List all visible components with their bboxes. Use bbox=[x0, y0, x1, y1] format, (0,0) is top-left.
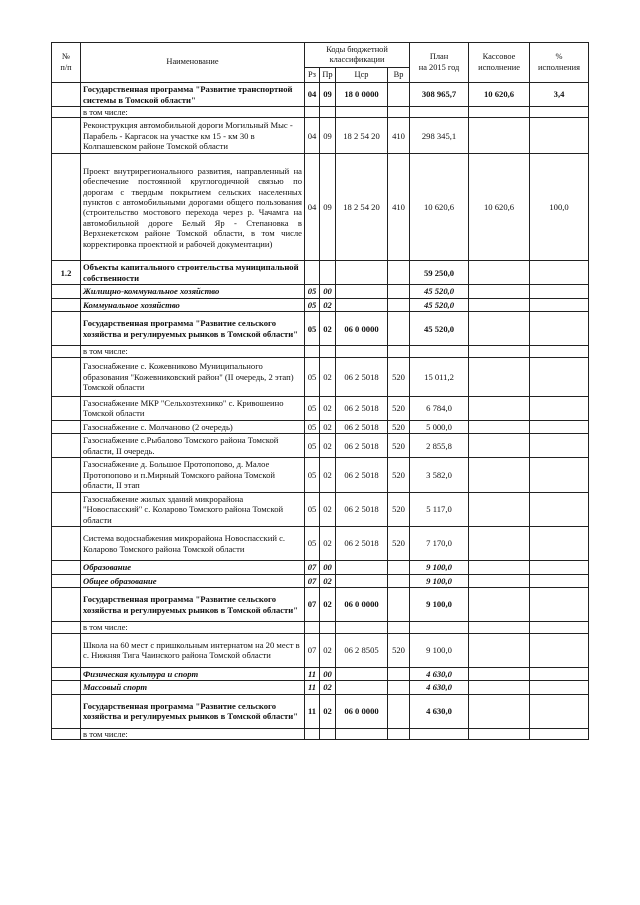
col-vr-header: Вр bbox=[388, 68, 410, 83]
table-row bbox=[52, 107, 589, 118]
row-name: Газоснабжение с.Рыбалово Томского района Томской области, II очередь. bbox=[81, 434, 305, 458]
row-kass bbox=[469, 107, 530, 118]
table-row bbox=[52, 261, 589, 285]
row-vr: 520 bbox=[388, 633, 410, 667]
row-number bbox=[52, 588, 81, 622]
row-number bbox=[52, 285, 81, 298]
table-row bbox=[52, 298, 589, 311]
row-rz: 07 bbox=[305, 561, 320, 574]
row-kass bbox=[469, 458, 530, 492]
row-vr bbox=[388, 728, 410, 739]
row-rz: 05 bbox=[305, 357, 320, 396]
row-pr: 00 bbox=[320, 285, 336, 298]
row-kass bbox=[469, 434, 530, 458]
row-rz bbox=[305, 261, 320, 285]
table-row bbox=[52, 396, 589, 420]
row-pr: 02 bbox=[320, 527, 336, 561]
row-rz: 05 bbox=[305, 312, 320, 346]
row-name: Государственная программа "Развитие сельского хозяйства и регулируемых рынков в Томской области" bbox=[81, 312, 305, 346]
row-rz: 04 bbox=[305, 154, 320, 261]
row-csr bbox=[336, 285, 388, 298]
table-row bbox=[52, 633, 589, 667]
row-number bbox=[52, 633, 81, 667]
table-row bbox=[52, 622, 589, 633]
row-pr: 02 bbox=[320, 681, 336, 694]
row-plan: 4 630,0 bbox=[410, 694, 469, 728]
row-number bbox=[52, 118, 81, 154]
row-kass bbox=[469, 561, 530, 574]
table-row bbox=[52, 588, 589, 622]
row-vr bbox=[388, 312, 410, 346]
row-name: Государственная программа "Развитие сельского хозяйства и регулируемых рынков в Томской области" bbox=[81, 694, 305, 728]
row-plan: 45 520,0 bbox=[410, 285, 469, 298]
row-csr: 06 2 8505 bbox=[336, 633, 388, 667]
row-rz: 05 bbox=[305, 298, 320, 311]
row-pr: 02 bbox=[320, 588, 336, 622]
row-plan: 7 170,0 bbox=[410, 527, 469, 561]
row-pr bbox=[320, 728, 336, 739]
row-name: в том числе: bbox=[81, 622, 305, 633]
row-plan: 6 784,0 bbox=[410, 396, 469, 420]
row-plan: 15 011,2 bbox=[410, 357, 469, 396]
col-csr-header: Цср bbox=[336, 68, 388, 83]
row-plan: 4 630,0 bbox=[410, 681, 469, 694]
row-csr bbox=[336, 346, 388, 357]
table-row bbox=[52, 346, 589, 357]
row-pr: 00 bbox=[320, 667, 336, 680]
row-pct bbox=[530, 588, 589, 622]
row-number bbox=[52, 357, 81, 396]
table-row bbox=[52, 728, 589, 739]
table-row bbox=[52, 154, 589, 261]
row-pct bbox=[530, 667, 589, 680]
row-pct bbox=[530, 728, 589, 739]
col-codes-header: Коды бюджетной классификации bbox=[305, 43, 410, 68]
row-name: Газоснабжение МКР "Сельхозтехнико" с. Кривошеино Томской области bbox=[81, 396, 305, 420]
row-vr bbox=[388, 561, 410, 574]
row-pct bbox=[530, 681, 589, 694]
row-rz: 07 bbox=[305, 633, 320, 667]
row-kass bbox=[469, 298, 530, 311]
row-number bbox=[52, 681, 81, 694]
row-plan: 9 100,0 bbox=[410, 574, 469, 587]
row-kass bbox=[469, 694, 530, 728]
row-pct: 100,0 bbox=[530, 154, 589, 261]
row-csr: 06 0 0000 bbox=[336, 312, 388, 346]
table-row bbox=[52, 681, 589, 694]
table-row bbox=[52, 694, 589, 728]
row-number bbox=[52, 154, 81, 261]
row-vr bbox=[388, 574, 410, 587]
row-number bbox=[52, 574, 81, 587]
row-rz: 11 bbox=[305, 694, 320, 728]
row-plan bbox=[410, 346, 469, 357]
row-number bbox=[52, 298, 81, 311]
row-vr: 520 bbox=[388, 434, 410, 458]
row-rz bbox=[305, 622, 320, 633]
row-number bbox=[52, 667, 81, 680]
row-pr: 02 bbox=[320, 492, 336, 526]
row-csr: 06 0 0000 bbox=[336, 588, 388, 622]
row-pct bbox=[530, 261, 589, 285]
table-row bbox=[52, 667, 589, 680]
row-vr bbox=[388, 261, 410, 285]
col-name-header: Наименование bbox=[81, 43, 305, 83]
row-csr bbox=[336, 107, 388, 118]
row-kass bbox=[469, 261, 530, 285]
row-pr bbox=[320, 261, 336, 285]
row-rz: 07 bbox=[305, 574, 320, 587]
row-pct bbox=[530, 434, 589, 458]
row-name: Государственная программа "Развитие сельского хозяйства и регулируемых рынков в Томской области" bbox=[81, 588, 305, 622]
row-pr: 09 bbox=[320, 118, 336, 154]
row-pct bbox=[530, 694, 589, 728]
row-vr bbox=[388, 667, 410, 680]
row-csr: 06 2 5018 bbox=[336, 396, 388, 420]
row-rz bbox=[305, 346, 320, 357]
row-pr: 02 bbox=[320, 396, 336, 420]
row-csr bbox=[336, 728, 388, 739]
row-pr: 02 bbox=[320, 357, 336, 396]
row-rz: 04 bbox=[305, 83, 320, 107]
row-number bbox=[52, 420, 81, 433]
row-pct bbox=[530, 396, 589, 420]
row-number bbox=[52, 346, 81, 357]
row-pct bbox=[530, 574, 589, 587]
row-plan: 298 345,1 bbox=[410, 118, 469, 154]
row-csr: 06 2 5018 bbox=[336, 420, 388, 433]
row-rz bbox=[305, 728, 320, 739]
row-plan: 59 250,0 bbox=[410, 261, 469, 285]
row-pct bbox=[530, 527, 589, 561]
row-name: Проект внутрирегионального развития, направленный на обеспечение постоянной круглогодичной связью по дорогам с твердым покрытием сельских населенных пунктов с автомобильными дорогами общего пользования (строительство мостового перехода через р. Чачамга на автомобильной дороге Белый Яр - Степановка в Верхнекетском районе Томской области, в том числе корректировка проектной и рабочей документации) bbox=[81, 154, 305, 261]
row-name: Физическая культура и спорт bbox=[81, 667, 305, 680]
row-csr: 18 2 54 20 bbox=[336, 118, 388, 154]
table-row bbox=[52, 420, 589, 433]
table-row bbox=[52, 312, 589, 346]
row-csr: 06 2 5018 bbox=[336, 458, 388, 492]
row-pr: 02 bbox=[320, 312, 336, 346]
row-rz: 07 bbox=[305, 588, 320, 622]
row-pct bbox=[530, 561, 589, 574]
row-rz: 05 bbox=[305, 458, 320, 492]
row-vr bbox=[388, 346, 410, 357]
row-vr bbox=[388, 298, 410, 311]
row-vr bbox=[388, 107, 410, 118]
table-row bbox=[52, 285, 589, 298]
row-pct bbox=[530, 357, 589, 396]
row-csr bbox=[336, 298, 388, 311]
row-plan bbox=[410, 728, 469, 739]
col-pct-header: % исполнения bbox=[530, 43, 589, 83]
row-vr bbox=[388, 622, 410, 633]
row-csr bbox=[336, 261, 388, 285]
row-vr: 520 bbox=[388, 357, 410, 396]
row-name: Объекты капитального строительства муниципальной собственности bbox=[81, 261, 305, 285]
row-csr: 06 2 5018 bbox=[336, 527, 388, 561]
col-num-header: № п/п bbox=[52, 43, 81, 83]
row-pr: 09 bbox=[320, 83, 336, 107]
row-vr: 520 bbox=[388, 458, 410, 492]
row-pct bbox=[530, 346, 589, 357]
row-pr: 02 bbox=[320, 420, 336, 433]
row-pct bbox=[530, 285, 589, 298]
row-csr bbox=[336, 681, 388, 694]
row-vr bbox=[388, 285, 410, 298]
row-plan: 308 965,7 bbox=[410, 83, 469, 107]
row-number bbox=[52, 83, 81, 107]
row-vr: 520 bbox=[388, 527, 410, 561]
row-plan: 2 855,8 bbox=[410, 434, 469, 458]
row-rz bbox=[305, 107, 320, 118]
col-kass-header: Кассовое исполнение bbox=[469, 43, 530, 83]
table-row bbox=[52, 357, 589, 396]
row-kass bbox=[469, 357, 530, 396]
row-kass bbox=[469, 527, 530, 561]
row-rz: 05 bbox=[305, 396, 320, 420]
row-pr bbox=[320, 622, 336, 633]
row-plan: 9 100,0 bbox=[410, 561, 469, 574]
table-row bbox=[52, 492, 589, 526]
row-plan: 45 520,0 bbox=[410, 298, 469, 311]
row-number bbox=[52, 434, 81, 458]
row-kass bbox=[469, 588, 530, 622]
row-kass bbox=[469, 118, 530, 154]
budget-table bbox=[51, 42, 589, 740]
row-pct bbox=[530, 458, 589, 492]
col-plan-header: План на 2015 год bbox=[410, 43, 469, 83]
row-plan: 3 582,0 bbox=[410, 458, 469, 492]
row-kass bbox=[469, 681, 530, 694]
row-vr: 410 bbox=[388, 154, 410, 261]
row-kass: 10 620,6 bbox=[469, 83, 530, 107]
row-pr: 02 bbox=[320, 434, 336, 458]
row-pr: 02 bbox=[320, 298, 336, 311]
row-pr: 02 bbox=[320, 458, 336, 492]
row-rz: 05 bbox=[305, 434, 320, 458]
row-number bbox=[52, 458, 81, 492]
row-name: Образование bbox=[81, 561, 305, 574]
row-vr bbox=[388, 681, 410, 694]
row-kass bbox=[469, 492, 530, 526]
row-name: Коммунальное хозяйство bbox=[81, 298, 305, 311]
row-kass bbox=[469, 285, 530, 298]
row-number bbox=[52, 561, 81, 574]
row-rz: 05 bbox=[305, 492, 320, 526]
row-vr bbox=[388, 694, 410, 728]
row-kass bbox=[469, 396, 530, 420]
row-vr: 520 bbox=[388, 396, 410, 420]
row-name: Массовый спорт bbox=[81, 681, 305, 694]
row-plan: 4 630,0 bbox=[410, 667, 469, 680]
row-name: в том числе: bbox=[81, 728, 305, 739]
row-number bbox=[52, 312, 81, 346]
row-name: Система водоснабжения микрорайона Новоспасский с. Коларово Томского района Томской области bbox=[81, 527, 305, 561]
row-csr: 18 2 54 20 bbox=[336, 154, 388, 261]
row-csr: 06 2 5018 bbox=[336, 434, 388, 458]
row-name: в том числе: bbox=[81, 346, 305, 357]
row-kass bbox=[469, 622, 530, 633]
row-pct bbox=[530, 107, 589, 118]
row-kass: 10 620,6 bbox=[469, 154, 530, 261]
table-body bbox=[52, 83, 589, 740]
row-plan: 5 000,0 bbox=[410, 420, 469, 433]
row-name: в том числе: bbox=[81, 107, 305, 118]
row-name: Реконструкция автомобильной дороги Могильный Мыс - Парабель - Каргасок на участке км 15 - км 30 в Колпашевском районе Томской области bbox=[81, 118, 305, 154]
row-kass bbox=[469, 633, 530, 667]
row-plan: 10 620,6 bbox=[410, 154, 469, 261]
row-pr: 02 bbox=[320, 574, 336, 587]
row-vr: 520 bbox=[388, 492, 410, 526]
col-pr-header: Пр bbox=[320, 68, 336, 83]
row-pr: 09 bbox=[320, 154, 336, 261]
row-number bbox=[52, 396, 81, 420]
row-number bbox=[52, 694, 81, 728]
row-pr bbox=[320, 107, 336, 118]
row-name: Общее образование bbox=[81, 574, 305, 587]
row-pr: 02 bbox=[320, 633, 336, 667]
row-plan bbox=[410, 107, 469, 118]
row-plan: 5 117,0 bbox=[410, 492, 469, 526]
row-csr: 06 2 5018 bbox=[336, 492, 388, 526]
table-row bbox=[52, 527, 589, 561]
row-number bbox=[52, 107, 81, 118]
row-csr: 06 0 0000 bbox=[336, 694, 388, 728]
row-plan: 45 520,0 bbox=[410, 312, 469, 346]
table-row bbox=[52, 574, 589, 587]
row-number bbox=[52, 622, 81, 633]
row-number bbox=[52, 728, 81, 739]
row-plan: 9 100,0 bbox=[410, 588, 469, 622]
table-row bbox=[52, 83, 589, 107]
row-csr bbox=[336, 561, 388, 574]
row-csr: 18 0 0000 bbox=[336, 83, 388, 107]
row-pct bbox=[530, 312, 589, 346]
row-pct bbox=[530, 298, 589, 311]
row-name: Газоснабжение с. Молчаново (2 очередь) bbox=[81, 420, 305, 433]
row-rz: 05 bbox=[305, 420, 320, 433]
row-name: Школа на 60 мест с пришкольным интернатом на 20 мест в с. Нижняя Тига Чаинского района Томской области bbox=[81, 633, 305, 667]
row-kass bbox=[469, 312, 530, 346]
row-kass bbox=[469, 667, 530, 680]
row-pct bbox=[530, 622, 589, 633]
row-rz: 05 bbox=[305, 527, 320, 561]
row-kass bbox=[469, 728, 530, 739]
row-pr: 00 bbox=[320, 561, 336, 574]
row-pct bbox=[530, 492, 589, 526]
row-plan: 9 100,0 bbox=[410, 633, 469, 667]
row-pct bbox=[530, 118, 589, 154]
row-name: Газоснабжение жилых зданий микрорайона "Новоспасский" с. Коларово Томского района Томской области bbox=[81, 492, 305, 526]
row-rz: 11 bbox=[305, 681, 320, 694]
row-name: Газоснабжение с. Кожевниково Муниципального образования "Кожевниковский район" (II очередь, 2 этап) Томской области bbox=[81, 357, 305, 396]
row-name: Государственная программа "Развитие транспортной системы в Томской области" bbox=[81, 83, 305, 107]
row-rz: 11 bbox=[305, 667, 320, 680]
row-name: Жилищно-коммунальное хозяйство bbox=[81, 285, 305, 298]
row-kass bbox=[469, 574, 530, 587]
row-pct bbox=[530, 633, 589, 667]
row-csr bbox=[336, 574, 388, 587]
row-name: Газоснабжение д. Большое Протопопово, д. Малое Протопопово и п.Мирный Томского района Томской области, II этап bbox=[81, 458, 305, 492]
table-row bbox=[52, 458, 589, 492]
row-pct bbox=[530, 420, 589, 433]
row-csr bbox=[336, 622, 388, 633]
row-pct: 3,4 bbox=[530, 83, 589, 107]
row-csr: 06 2 5018 bbox=[336, 357, 388, 396]
row-vr: 520 bbox=[388, 420, 410, 433]
row-number bbox=[52, 527, 81, 561]
row-kass bbox=[469, 346, 530, 357]
row-csr bbox=[336, 667, 388, 680]
row-rz: 04 bbox=[305, 118, 320, 154]
row-rz: 05 bbox=[305, 285, 320, 298]
row-number bbox=[52, 492, 81, 526]
col-rz-header: Рз bbox=[305, 68, 320, 83]
table-row bbox=[52, 118, 589, 154]
row-pr: 02 bbox=[320, 694, 336, 728]
table-row bbox=[52, 561, 589, 574]
table-row bbox=[52, 434, 589, 458]
row-vr bbox=[388, 83, 410, 107]
row-number: 1.2 bbox=[52, 261, 81, 285]
row-kass bbox=[469, 420, 530, 433]
row-vr: 410 bbox=[388, 118, 410, 154]
table-header bbox=[52, 43, 589, 83]
row-vr bbox=[388, 588, 410, 622]
row-pr bbox=[320, 346, 336, 357]
row-plan bbox=[410, 622, 469, 633]
